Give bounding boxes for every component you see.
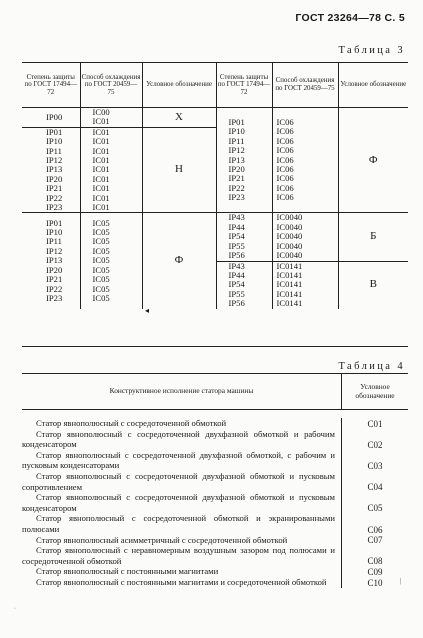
left-protection-cell-line: IP13 bbox=[46, 164, 63, 175]
stator-code: C09 bbox=[367, 566, 383, 577]
table-4 bbox=[22, 373, 408, 588]
left-protection-cell-line: IP11 bbox=[46, 236, 62, 247]
left-protection-cell-line: IP10 bbox=[46, 227, 63, 238]
left-protection-cell-line: IP22 bbox=[46, 192, 63, 203]
left-cooling-cell-line: IC01 bbox=[92, 164, 110, 175]
right-protection-cell-line: IP43 bbox=[228, 260, 245, 271]
table4-descriptions bbox=[22, 418, 342, 588]
left-cooling-cell-line: IC01 bbox=[92, 173, 110, 184]
stator-code: C10 bbox=[367, 577, 383, 588]
col-cooling-right: Способ охлаждения по ГОСТ 20459—75 bbox=[272, 63, 338, 108]
table4-codes bbox=[342, 418, 408, 588]
left-cooling-cell-line: IC00 bbox=[92, 107, 110, 117]
page-header: ГОСТ 23264—78 С. 5 bbox=[295, 12, 405, 24]
stator-description: Статор явнополюсный с сосредоточенной двухфазной обмоткой, с рабочим и пусковым конденсаторами bbox=[22, 449, 335, 471]
right-protection-cell bbox=[216, 213, 272, 261]
stator-description: Статор явнополюсный асимметричный с сосредоточенной обмоткой bbox=[36, 534, 288, 545]
right-cooling-cell-line: IC06 bbox=[276, 116, 294, 127]
table3-header-row bbox=[22, 63, 408, 108]
left-cooling-cell-line: IC05 bbox=[92, 245, 110, 256]
right-protection-cell-line: IP10 bbox=[228, 126, 245, 137]
right-cooling-cell-line: IC06 bbox=[276, 145, 294, 156]
right-protection-cell-line: IP22 bbox=[228, 182, 245, 193]
left-cooling-cell-line: IC05 bbox=[92, 292, 110, 303]
left-cooling-cell-line: IC05 bbox=[92, 274, 110, 285]
right-cooling-cell-line: IC0141 bbox=[276, 298, 303, 309]
left-cooling-cell-line: IC01 bbox=[92, 202, 110, 213]
right-symbol-cell: Б bbox=[338, 213, 408, 261]
left-cooling-cell bbox=[80, 108, 142, 128]
right-cooling-cell-line: IC0040 bbox=[276, 231, 303, 242]
right-protection-cell-line: IP55 bbox=[228, 240, 245, 251]
right-cooling-cell-line: IC06 bbox=[276, 135, 294, 146]
right-cooling-cell-line: IC06 bbox=[276, 182, 294, 193]
left-protection-cell-line: IP12 bbox=[46, 155, 63, 166]
right-cooling-cell-line: IC0141 bbox=[276, 288, 303, 299]
right-protection-cell-line: IP21 bbox=[228, 173, 245, 184]
stator-description: Статор явнополюсный с постоянными магнитами и сосредоточенной обмоткой bbox=[36, 576, 327, 587]
table4-header-row bbox=[22, 373, 408, 410]
right-cooling-cell bbox=[272, 108, 338, 213]
left-protection-cell-line: IP21 bbox=[46, 183, 63, 194]
right-cooling-cell-line: IC0040 bbox=[276, 250, 303, 261]
print-mark: ◂ bbox=[145, 306, 150, 315]
left-cooling-cell-line: IC05 bbox=[92, 236, 110, 247]
stator-code: C04 bbox=[367, 482, 383, 493]
table3-bottom-rule bbox=[22, 346, 408, 347]
right-protection-cell-line: IP44 bbox=[228, 269, 245, 280]
stator-description: Статор явнополюсный с сосредоточенной двухфазной обмоткой и рабочим конденсатором bbox=[22, 428, 335, 450]
right-cooling-cell-line: IC06 bbox=[276, 173, 294, 184]
left-cooling-cell-line: IC05 bbox=[92, 227, 110, 238]
left-symbol-cell: Н bbox=[142, 127, 216, 213]
left-protection-cell-line: IP10 bbox=[46, 136, 63, 147]
stator-description: Статор явнополюсный с постоянными магнитами bbox=[36, 566, 219, 577]
left-protection-cell bbox=[22, 127, 80, 213]
right-protection-cell-line: IP54 bbox=[228, 279, 245, 290]
stator-description: Статор явнополюсный с сосредоточенной обмоткой и экранированными полюсами bbox=[22, 513, 335, 534]
col-protection-right: Степень защиты по ГОСТ 17494—72 bbox=[216, 63, 272, 108]
right-protection-cell-line: IP20 bbox=[228, 163, 245, 174]
table-3 bbox=[22, 62, 408, 309]
stator-code: C03 bbox=[367, 460, 383, 471]
right-symbol-cell: Ф bbox=[338, 108, 408, 213]
left-protection-cell-line: IP13 bbox=[46, 255, 63, 266]
left-symbol-cell: X bbox=[142, 108, 216, 128]
right-protection-cell-line: IP13 bbox=[228, 154, 245, 165]
left-cooling-cell-line: IC01 bbox=[92, 155, 110, 166]
left-cooling-cell-line: IC01 bbox=[92, 145, 110, 156]
left-protection-cell-line: IP23 bbox=[46, 292, 63, 303]
right-protection-cell-line: IP56 bbox=[228, 298, 245, 309]
stator-code: C02 bbox=[367, 439, 383, 450]
right-cooling-cell-line: IC0040 bbox=[276, 212, 303, 223]
left-cooling-cell bbox=[80, 213, 142, 309]
margin-tick: | bbox=[400, 577, 402, 585]
right-protection-cell bbox=[216, 108, 272, 213]
right-cooling-cell bbox=[272, 261, 338, 309]
stator-code: C01 bbox=[367, 418, 383, 429]
col-stator-design: Конструктивное исполнение статора машины bbox=[22, 374, 342, 409]
left-cooling-cell-line: IC01 bbox=[92, 183, 110, 194]
left-cooling-cell-line: IC05 bbox=[92, 255, 110, 266]
right-cooling-cell-line: IC06 bbox=[276, 192, 294, 203]
left-protection-cell-line: IP22 bbox=[46, 283, 63, 294]
left-symbol-cell: Ф bbox=[142, 213, 216, 309]
right-protection-cell-line: IP12 bbox=[228, 145, 245, 156]
right-protection-cell-line: IP56 bbox=[228, 250, 245, 261]
left-protection-cell-line: IP23 bbox=[46, 202, 63, 213]
left-protection-cell-line: IP01 bbox=[46, 217, 63, 228]
left-protection-cell bbox=[22, 213, 80, 309]
col-symbol-right: Условное обозначение bbox=[338, 63, 408, 108]
left-cooling-cell-line: IC01 bbox=[92, 126, 110, 137]
right-cooling-cell-line: IC06 bbox=[276, 154, 294, 165]
stator-description: Статор явнополюсный с сосредоточенной обмоткой bbox=[36, 418, 227, 428]
stator-description: Статор явнополюсный с сосредоточенной двухфазной обмоткой и пусковым сопротивлением bbox=[22, 470, 335, 492]
left-cooling-cell-line: IC05 bbox=[92, 264, 110, 275]
left-protection-cell-line: IP11 bbox=[46, 145, 62, 156]
left-protection-cell-line: IP20 bbox=[46, 264, 63, 275]
table4-caption: Таблица 4 bbox=[338, 361, 405, 372]
right-cooling-cell-line: IC0141 bbox=[276, 269, 303, 280]
right-cooling-cell-line: IC0040 bbox=[276, 240, 303, 251]
col-cooling-left: Способ охлаждения по ГОСТ 20459—75 bbox=[80, 63, 142, 108]
right-protection-cell-line: IP55 bbox=[228, 288, 245, 299]
right-cooling-cell-line: IC06 bbox=[276, 163, 294, 174]
left-protection-cell-line: IP12 bbox=[46, 245, 63, 256]
left-protection-cell-line: IP21 bbox=[46, 274, 63, 285]
right-protection-cell-line: IP43 bbox=[228, 212, 245, 223]
left-cooling-cell-line: IC01 bbox=[92, 192, 110, 203]
left-protection-cell bbox=[22, 108, 80, 128]
right-protection-cell-line: IP23 bbox=[228, 192, 245, 203]
left-cooling-cell-line: IC01 bbox=[92, 116, 110, 127]
right-protection-cell-line: IP44 bbox=[228, 221, 245, 232]
stator-code: C08 bbox=[367, 556, 383, 567]
right-protection-cell-line: IP11 bbox=[228, 135, 245, 146]
margin-dot: · bbox=[14, 606, 16, 612]
right-cooling-cell bbox=[272, 213, 338, 261]
right-cooling-cell-line: IC0040 bbox=[276, 221, 303, 232]
right-cooling-cell-line: IC0141 bbox=[276, 260, 303, 271]
left-cooling-cell-line: IC05 bbox=[92, 283, 110, 294]
right-cooling-cell-line: IC0141 bbox=[276, 279, 303, 290]
right-protection-cell bbox=[216, 261, 272, 309]
col-code: Условное обозначение bbox=[355, 382, 395, 400]
stator-code: C07 bbox=[367, 535, 383, 546]
right-protection-cell-line: IP54 bbox=[228, 231, 245, 242]
table3-caption: Таблица 3 bbox=[338, 45, 405, 56]
left-protection-cell-line: IP20 bbox=[46, 173, 63, 184]
col-symbol-left: Условное обозначение bbox=[142, 63, 216, 108]
left-protection-cell-line: IP01 bbox=[46, 126, 63, 137]
right-protection-cell-line: IP01 bbox=[228, 116, 245, 127]
left-cooling-cell-line: IC01 bbox=[92, 136, 110, 147]
left-cooling-cell bbox=[80, 127, 142, 213]
stator-code: C05 bbox=[367, 503, 383, 514]
stator-description: Статор явнополюсный с неравномерным воздушным зазором под полюсами и сосредоточенной обмоткой bbox=[22, 545, 335, 566]
stator-code: C06 bbox=[367, 524, 383, 535]
left-protection-cell-line: IP00 bbox=[46, 111, 63, 122]
stator-description: Статор явнополюсный с сосредоточенной двухфазной обмоткой и пусковым конденсатором bbox=[22, 492, 335, 513]
right-cooling-cell-line: IC06 bbox=[276, 126, 294, 137]
col-protection-left: Степень защиты по ГОСТ 17494—72 bbox=[22, 63, 80, 108]
left-cooling-cell-line: IC05 bbox=[92, 217, 110, 228]
right-symbol-cell: В bbox=[369, 278, 377, 291]
